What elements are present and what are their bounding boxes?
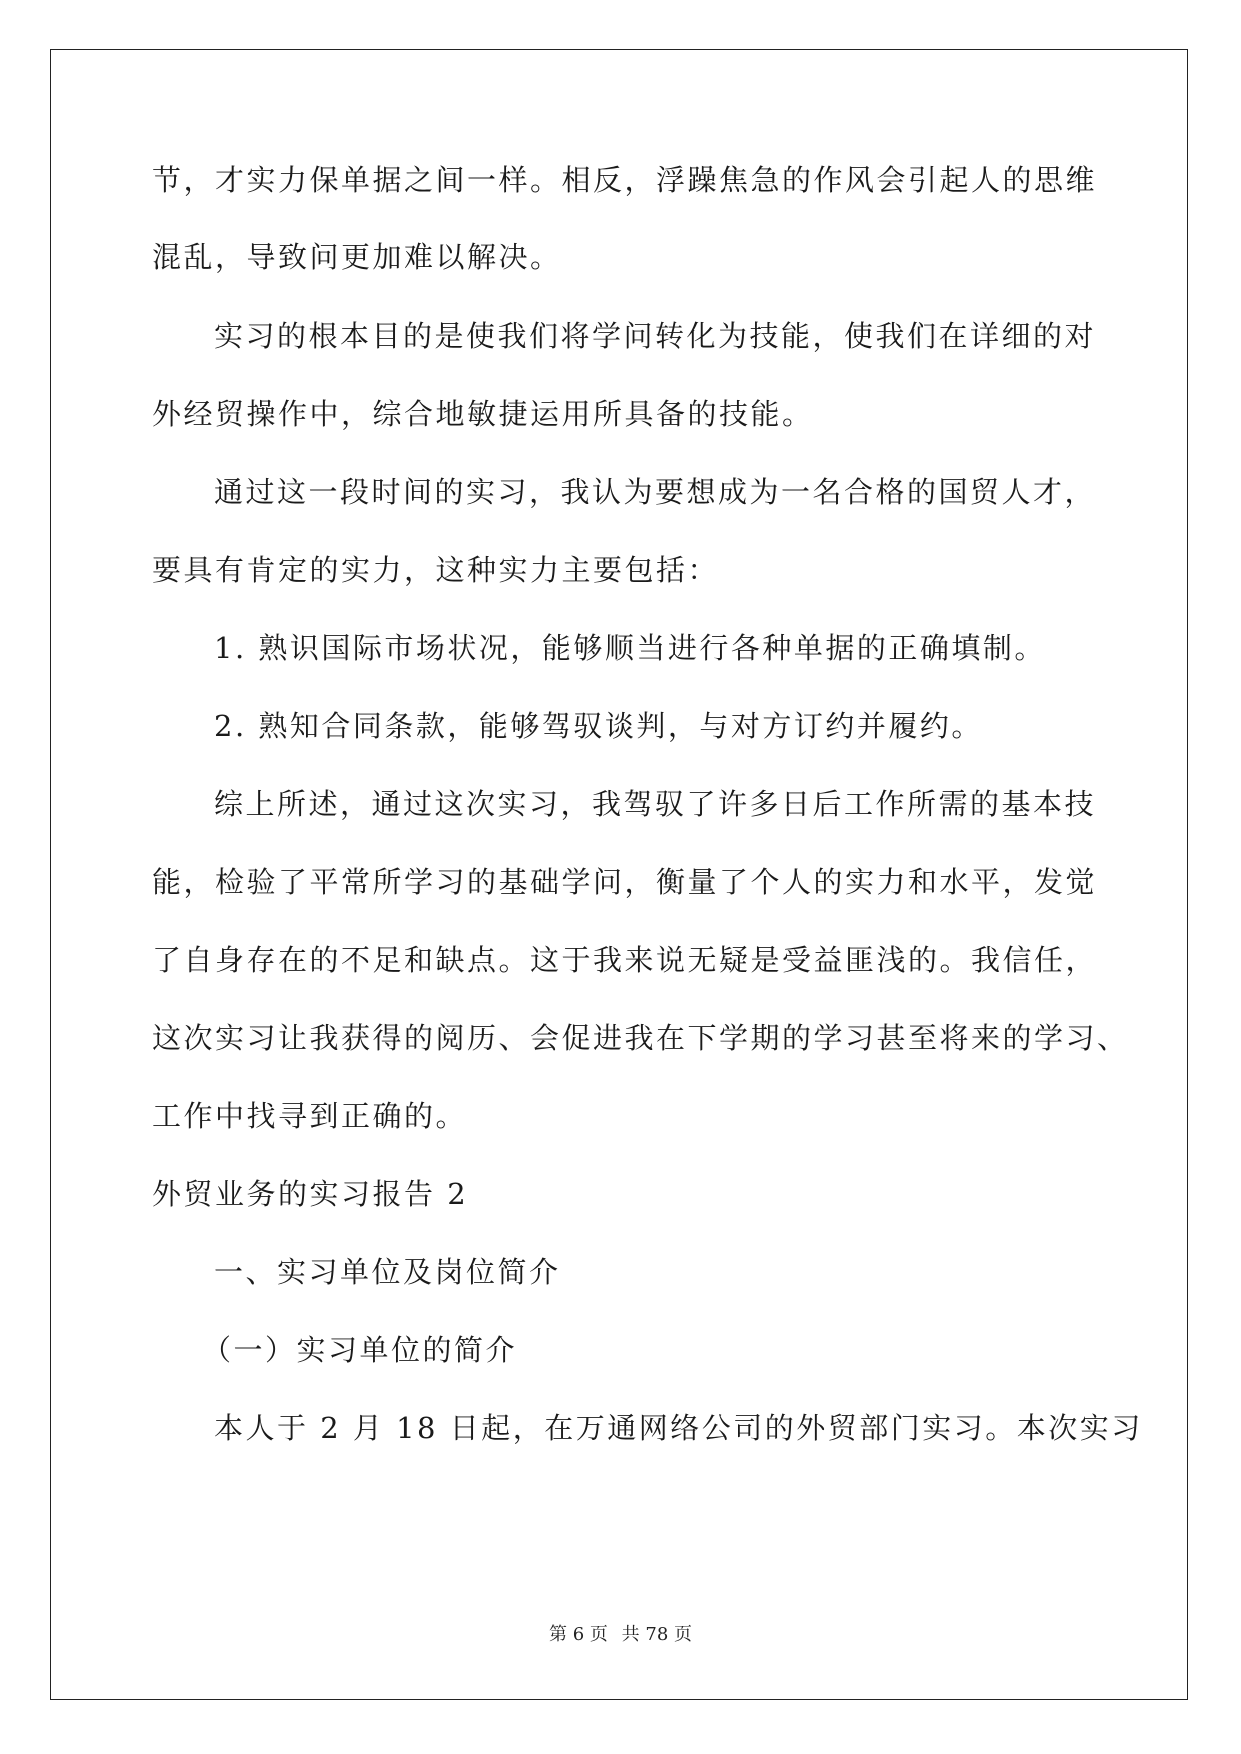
list-item: 2. 熟知合同条款，能够驾驭谈判，与对方订约并履约。 xyxy=(214,709,983,743)
text-line: 能，检验了平常所学习的基础学问，衡量了个人的实力和水平，发觉 xyxy=(152,865,1098,899)
section-title: 外贸业务的实习报告 2 xyxy=(152,1177,469,1211)
page-footer xyxy=(0,1620,1241,1646)
text-line: 综上所述，通过这次实习，我驾驭了许多日后工作所需的基本技 xyxy=(214,787,1097,821)
text-line: 了自身存在的不足和缺点。这于我来说无疑是受益匪浅的。我信任， xyxy=(152,943,1098,977)
subsection-heading: （一）实习单位的简介 xyxy=(202,1333,518,1367)
text-line: 本人于 2 月 18 日起，在万通网络公司的外贸部门实习。本次实习 xyxy=(214,1411,1143,1445)
text-line: 实习的根本目的是使我们将学问转化为技能，使我们在详细的对 xyxy=(214,319,1097,353)
page-total: 共 78 页 xyxy=(621,1624,692,1645)
text-line: 这次实习让我获得的阅历、会促进我在下学期的学习甚至将来的学习、 xyxy=(152,1021,1129,1055)
text-line: 通过这一段时间的实习，我认为要想成为一名合格的国贸人才， xyxy=(214,475,1097,509)
text-line: 外经贸操作中，综合地敏捷运用所具备的技能。 xyxy=(152,397,814,431)
list-item: 1. 熟识国际市场状况，能够顺当进行各种单据的正确填制。 xyxy=(214,631,1046,665)
text-line: 要具有肯定的实力，这种实力主要包括： xyxy=(152,553,720,587)
text-line: 工作中找寻到正确的。 xyxy=(152,1099,468,1133)
section-heading: 一、实习单位及岗位简介 xyxy=(214,1255,561,1289)
text-line: 节，才实力保单据之间一样。相反，浮躁焦急的作风会引起人的思维 xyxy=(152,163,1098,197)
text-line: 混乱，导致问更加难以解决。 xyxy=(152,240,562,274)
page-number: 第 6 页 xyxy=(549,1624,608,1645)
